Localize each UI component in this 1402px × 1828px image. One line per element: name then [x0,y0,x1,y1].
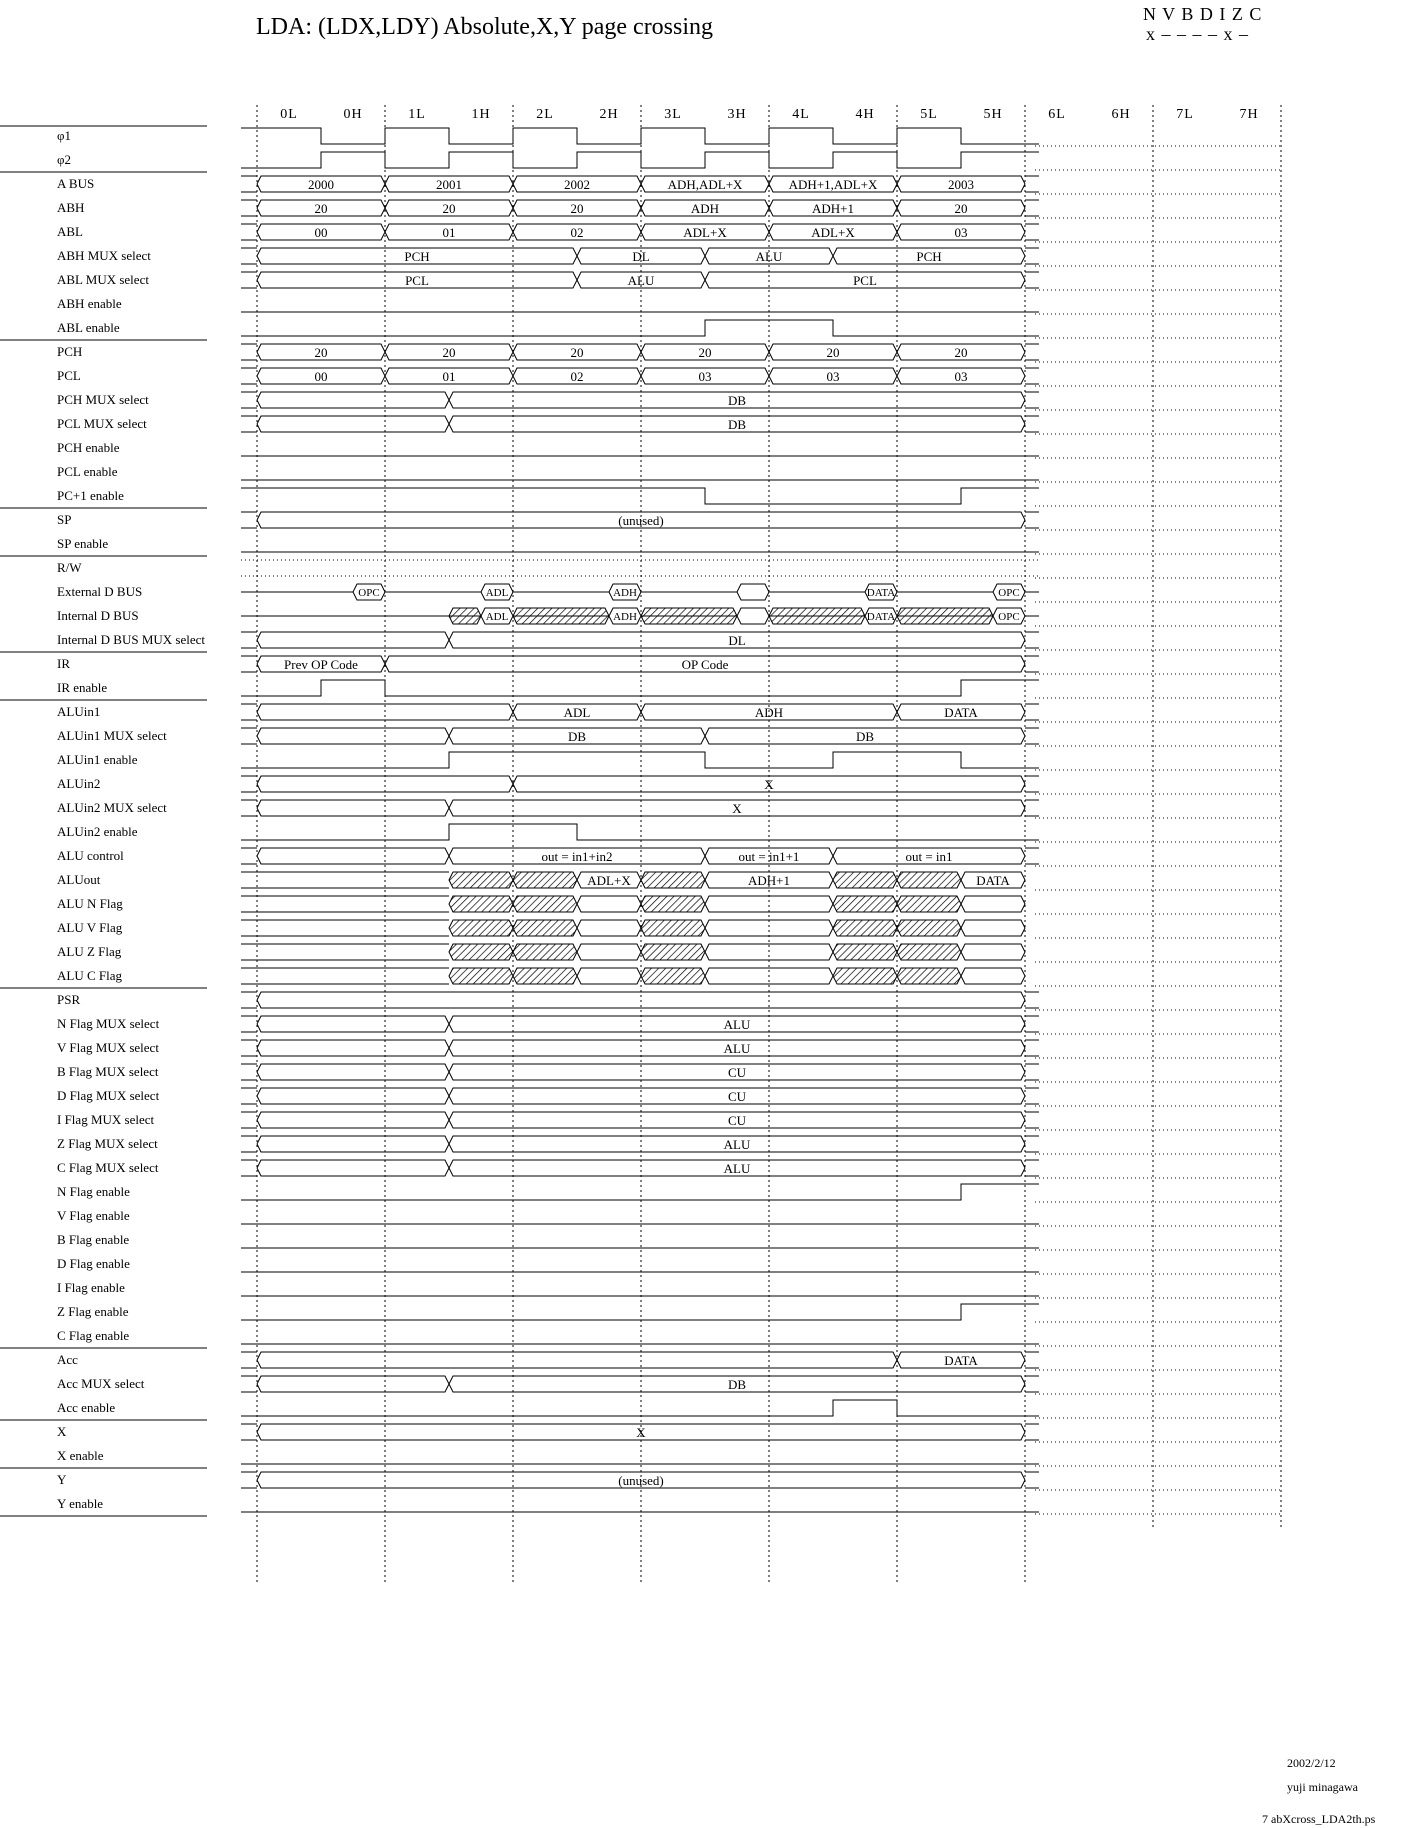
clock-label: 3L [664,107,682,122]
bus-value: 20 [442,201,456,216]
signal-row [57,656,1039,672]
signal-label: ABH [57,200,85,215]
signal-row [57,512,1039,528]
bus-value: 20 [826,345,840,360]
invalid-region [833,944,897,960]
invalid-region [897,920,961,936]
bus-value: ALU [627,273,655,288]
waveform [241,128,1039,144]
signal-label: V Flag enable [57,1208,130,1223]
signal-row [57,176,1039,192]
bus-segment [577,896,641,912]
signal-label: ALU N Flag [57,896,123,911]
signal-label: ALUout [57,872,101,887]
bus-segment [961,968,1025,984]
clock-label: 4L [792,107,810,122]
invalid-region [897,896,961,912]
signal-row [57,1280,1039,1296]
invalid-region [641,896,705,912]
signal-label: External D BUS [57,584,143,599]
signal-row [0,1496,1039,1516]
bus-value: ADH [754,705,784,720]
signal-label: SP enable [57,536,109,551]
signal-label: C Flag enable [57,1328,130,1343]
signal-row [57,848,1039,864]
bus-value: ALU [723,1137,751,1152]
bus-segment [257,1016,449,1032]
bus-value: ALU [723,1041,751,1056]
invalid-region [641,872,705,888]
signal-label: ALUin2 enable [57,824,138,839]
signal-label: ALUin1 enable [57,752,138,767]
signal-row [0,536,1039,556]
bus-value: PCL [853,273,877,288]
bus-value: 20 [954,345,968,360]
bus-value: 20 [314,201,328,216]
bus-value: DL [632,249,650,264]
bus-value: (unused) [618,513,664,528]
bus-value: CU [727,1089,747,1104]
bus-value: ADL [485,611,509,623]
bus-segment [257,1064,449,1080]
bus-value: 20 [954,201,968,216]
bus-segment [705,920,833,936]
signal-row [0,1400,1039,1420]
signal-label: D Flag enable [57,1256,130,1271]
bus-value: 03 [698,369,712,384]
signal-label: Internal D BUS [57,608,139,623]
signal-row [57,872,1025,888]
signal-label: φ2 [57,152,72,167]
signal-label: N Flag enable [57,1184,130,1199]
signal-row [57,368,1039,384]
signal-label: PC+1 enable [57,488,124,503]
bus-value: OPC [998,611,1020,623]
bus-value: CU [727,1113,747,1128]
footer-date: 2002/2/12 [1287,1756,1336,1770]
bus-value: CU [727,1065,747,1080]
clock-label: 5H [983,107,1003,122]
invalid-region [449,968,513,984]
waveform [241,1400,1039,1416]
signal-label: ABL enable [57,320,120,335]
clock-label: 1H [471,107,491,122]
signal-row [57,344,1039,360]
bus-segment [257,1040,449,1056]
signal-label: PCH MUX select [57,392,149,407]
invalid-region [641,968,705,984]
bus-segment [705,896,833,912]
signal-row [57,1232,1039,1248]
signal-rows [0,126,1039,1516]
signal-row [57,824,1039,840]
waveform [241,1304,1039,1320]
signal-row [57,1088,1039,1104]
signal-label: PCH enable [57,440,120,455]
bus-value: 02 [570,369,584,384]
signal-row [57,1064,1039,1080]
signal-label: PCL MUX select [57,416,147,431]
signal-row [57,944,1025,960]
invalid-region [897,608,993,624]
bus-value: DATA [866,587,896,599]
bus-segment [257,392,449,408]
signal-label: B Flag enable [57,1232,130,1247]
bus-segment [577,920,641,936]
bus-value: ADH [613,587,637,599]
signal-row [57,992,1039,1008]
bus-value: PCL [405,273,429,288]
signal-row [0,680,1039,700]
signal-label: ALU Z Flag [57,944,122,959]
signal-row [57,200,1039,216]
clock-label: 0L [280,107,298,122]
signal-row [57,1160,1039,1176]
signal-label: ALU control [57,848,124,863]
invalid-region [641,920,705,936]
bus-pill [737,608,769,624]
signal-row [0,488,1039,508]
waveform [241,680,1039,696]
signal-label: Y [57,1472,67,1487]
signal-label: Acc [57,1352,78,1367]
flag-names: N V B D I Z C [1143,4,1263,24]
bus-value: 01 [442,225,456,240]
bus-value: DATA [866,611,896,623]
footer-file: 7 abXcross_LDA2th.ps [1262,1812,1376,1826]
waveform [241,824,1039,840]
bus-segment [577,944,641,960]
bus-value: DATA [944,705,978,720]
bus-segment [257,1136,449,1152]
bus-segment [961,896,1025,912]
bus-value: 03 [826,369,840,384]
bus-value: OPC [998,587,1020,599]
bus-value: ADH+1,ADL+X [788,177,878,192]
invalid-region [513,920,577,936]
signal-label: IR enable [57,680,108,695]
signal-row [57,1184,1039,1200]
signal-label: R/W [57,560,82,575]
bus-value: ADH,ADL+X [667,177,743,192]
clock-label: 7H [1239,107,1259,122]
bus-value: DB [855,729,875,744]
bus-pill [737,584,769,600]
bus-value: 03 [954,225,968,240]
clock-label: 3H [727,107,747,122]
bus-value: DB [567,729,587,744]
signal-row [57,1304,1039,1320]
footer-author: yuji minagawa [1287,1780,1358,1794]
signal-label: D Flag MUX select [57,1088,160,1103]
bus-value: 00 [314,369,328,384]
bus-segment [257,1160,449,1176]
signal-label: I Flag enable [57,1280,125,1295]
signal-label: ALU C Flag [57,968,122,983]
signal-label: V Flag MUX select [57,1040,159,1055]
bus-value: ALU [723,1161,751,1176]
invalid-region [833,920,897,936]
invalid-region [513,608,609,624]
signal-row [57,1424,1039,1440]
clock-label: 6L [1048,107,1066,122]
signal-row [57,1376,1039,1392]
signal-row [0,1448,1039,1468]
signal-row [57,608,1039,624]
signal-label: PCH [57,344,83,359]
bus-value: 03 [954,369,968,384]
bus-value: 02 [570,225,584,240]
bus-value: ADL [563,705,591,720]
bus-value: ADH [690,201,720,216]
clock-label: 0H [343,107,363,122]
signal-row [57,896,1025,912]
signal-row [57,584,1039,600]
signal-label: ABH enable [57,296,122,311]
invalid-region [449,896,513,912]
signal-label: ALU V Flag [57,920,123,935]
signal-label: ALUin1 [57,704,101,719]
bus-value: 00 [314,225,328,240]
signal-row [0,1328,1039,1348]
signal-label: ABL MUX select [57,272,149,287]
signal-row [57,248,1039,264]
signal-row [57,224,1039,240]
bus-value: ADL [485,587,509,599]
signal-label: C Flag MUX select [57,1160,159,1175]
invalid-region [769,608,865,624]
signal-label: Z Flag enable [57,1304,129,1319]
signal-label: ABH MUX select [57,248,151,263]
bus-value: 20 [698,345,712,360]
bus-value: 20 [314,345,328,360]
bus-segment [257,776,513,792]
bus-segment [257,1352,897,1368]
clock-grid [257,105,1281,1585]
signal-label: A BUS [57,176,95,191]
bus-value: ADH+1 [812,201,854,216]
invalid-region [513,968,577,984]
bus-value: DB [727,393,747,408]
signal-row [57,1016,1039,1032]
bus-value: 2003 [948,177,974,192]
signal-row [0,320,1039,340]
bus-value: 20 [570,345,584,360]
bus-value: 20 [442,345,456,360]
bus-value: 2000 [308,177,334,192]
flag-marks: x – – – – x – [1146,24,1249,44]
signal-row [57,776,1039,792]
bus-segment [257,1376,449,1392]
bus-segment [257,1088,449,1104]
bus-value: DB [727,1377,747,1392]
invalid-region [833,968,897,984]
waveform [241,1184,1039,1200]
signal-row [0,632,1039,652]
bus-value: ALU [755,249,783,264]
diagram-title: LDA: (LDX,LDY) Absolute,X,Y page crossing [256,14,714,40]
bus-value: ADL+X [683,225,727,240]
signal-row [57,464,1039,480]
signal-row [57,1256,1039,1272]
signal-label: ABL [57,224,83,239]
signal-label: IR [57,656,70,671]
bus-value: ADL+X [587,873,631,888]
bus-value: 2001 [436,177,462,192]
signal-label: Z Flag MUX select [57,1136,158,1151]
bus-value: PCH [916,249,942,264]
invalid-region [897,872,961,888]
signal-label: Acc MUX select [57,1376,145,1391]
invalid-region [449,944,513,960]
signal-label: PCL [57,368,81,383]
invalid-region [449,920,513,936]
signal-label: N Flag MUX select [57,1016,160,1031]
signal-label: φ1 [57,128,72,143]
bus-value: out = in1 [905,849,953,864]
bus-value: ADH+1 [748,873,790,888]
signal-label: X [57,1424,67,1439]
waveform [241,752,1039,768]
bus-value: X [764,777,774,792]
clock-label: 5L [920,107,938,122]
invalid-region [833,872,897,888]
bus-segment [257,848,449,864]
signal-row [57,704,1039,720]
bus-segment [257,1112,449,1128]
signal-row [57,1208,1039,1224]
signal-row [57,560,1039,576]
bus-value: OP Code [681,657,729,672]
signal-row [57,272,1039,288]
bus-value: DL [728,633,746,648]
bus-value: 01 [442,369,456,384]
clock-label: 2L [536,107,554,122]
bus-value: (unused) [618,1473,664,1488]
bus-value: PCH [404,249,430,264]
signal-row [57,800,1039,816]
signal-row [57,1040,1039,1056]
invalid-region [897,968,961,984]
bus-segment [961,944,1025,960]
invalid-region [833,896,897,912]
invalid-region [513,896,577,912]
signal-label: X enable [57,1448,104,1463]
bus-segment [257,800,449,816]
bus-segment [257,632,449,648]
clock-label: 1L [408,107,426,122]
bus-segment [961,920,1025,936]
signal-row [0,152,1039,172]
bus-value: DATA [944,1353,978,1368]
bus-value: out = in1+in2 [541,849,613,864]
signal-label: I Flag MUX select [57,1112,155,1127]
invalid-region [641,608,737,624]
bus-value: out = in1+1 [738,849,800,864]
bus-value: X [732,801,742,816]
bus-value: Prev OP Code [284,657,358,672]
bus-value: ADL+X [811,225,855,240]
signal-row [57,128,1039,144]
waveform [241,320,1039,336]
invalid-region [513,872,577,888]
signal-row [57,392,1039,408]
invalid-region [513,944,577,960]
signal-row [57,728,1039,744]
clock-labels [280,107,1258,122]
bus-segment [257,416,449,432]
signal-label: SP [57,512,72,527]
bus-value: 2002 [564,177,590,192]
signal-row [57,920,1025,936]
clock-label: 6H [1111,107,1131,122]
signal-row [57,296,1039,312]
signal-label: Acc enable [57,1400,116,1415]
bus-value: 20 [570,201,584,216]
signal-row [57,1112,1039,1128]
clock-label: 7L [1176,107,1194,122]
signal-row [57,1136,1039,1152]
bus-value: ADH [613,611,637,623]
signal-label: B Flag MUX select [57,1064,159,1079]
signal-row [57,440,1039,456]
bus-value: X [636,1425,646,1440]
waveform [241,488,1039,504]
bus-value: ALU [723,1017,751,1032]
signal-row [57,1472,1039,1488]
clock-label: 4H [855,107,875,122]
signal-label: PCL enable [57,464,118,479]
signal-label: Y enable [57,1496,104,1511]
invalid-region [449,608,481,624]
bus-value: DATA [976,873,1010,888]
bus-value: OPC [358,587,380,599]
invalid-region [449,872,513,888]
bus-segment [577,968,641,984]
signal-label: Internal D BUS MUX select [57,632,206,647]
invalid-region [641,944,705,960]
signal-label: ALUin1 MUX select [57,728,167,743]
signal-row [57,416,1039,432]
signal-row [57,1352,1039,1368]
waveform [241,152,1039,168]
signal-row [57,752,1039,768]
signal-label: ALUin2 MUX select [57,800,167,815]
invalid-region [897,944,961,960]
bus-value: DB [727,417,747,432]
signal-label: ALUin2 [57,776,101,791]
signal-label: PSR [57,992,81,1007]
clock-label: 2H [599,107,619,122]
bus-segment [257,728,449,744]
